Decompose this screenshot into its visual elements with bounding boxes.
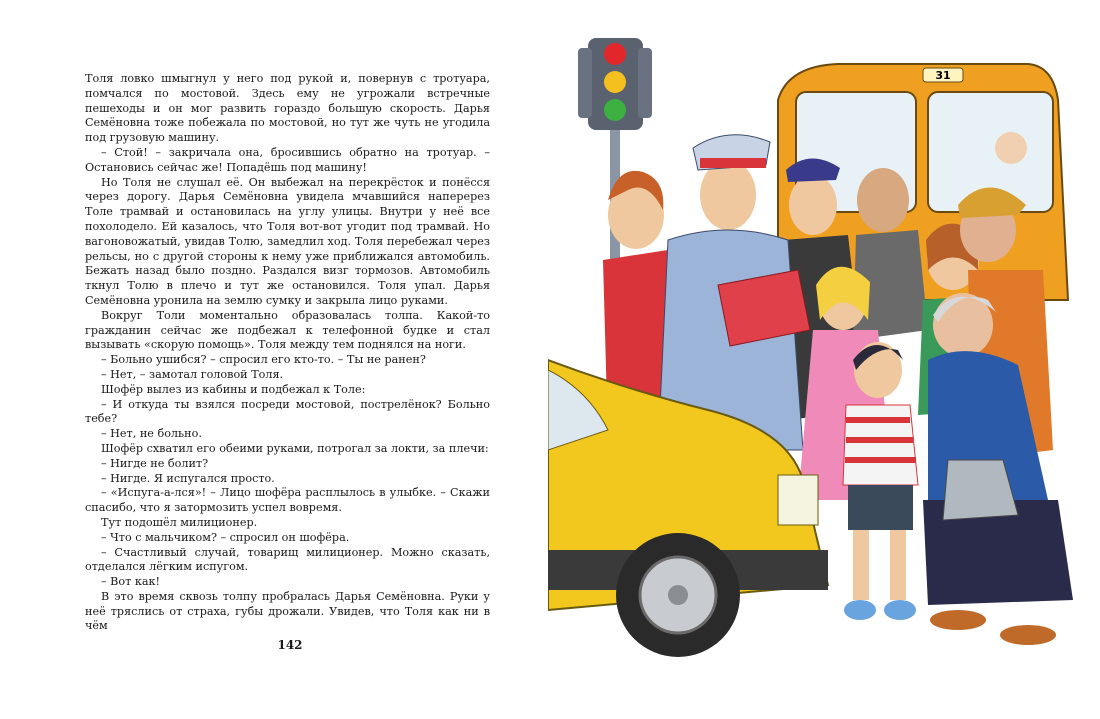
paragraph: – Нет, не больно. [101,427,202,441]
paragraph: – Счастливый случай, товарищ милиционер. Можно сказать, отделался лёгким испугом. [85,545,490,574]
paragraph: – «Испуга-а-лся»! – Лицо шофёра расплылось в улыбке. – Скажи спасибо, что я затормозить успел вовремя. [85,486,490,515]
paragraph: – Стой! – закричала она, бросившись обратно на тротуар. – Остановись сейчас же! Попадёшь под машину! [85,145,490,174]
paragraph: – Что с мальчиком? – спросил он шофёра. [101,530,350,544]
paragraph: – И откуда ты взялся посреди мостовой, пострелёнок? Больно тебе? [85,397,490,426]
bus-number: 31 [935,69,951,82]
page-number: 142 [277,638,303,652]
paragraph: Шофёр вылез из кабины и подбежал к Толе: [101,382,366,396]
paragraph: – Вот как! [101,575,161,589]
paragraph: В это время сквозь толпу пробралась Дарья Семёновна. Руки у неё тряслись от страха, губы дрожали. Увидев, что Толя как ни в чём [85,589,490,633]
story-text [85,72,490,634]
paragraph: Но Толя не слушал её. Он выбежал на перекрёсток и понёсся через дорогу. Дарья Семёновна увидела мчавшийся наперерез Толе трамвай и остановилась на углу улицы. Внутри у неё все похолодело. Ей казалось, что Толя вот-вот угодит под трамвай. Но вагоновожатый, увидав Толю, замедлил ход. Толя перебежал через рельсы, но с другой стороны к нему уже приближался автомобиль. Бежать назад было поздно. Раздался визг тормозов. Автомобиль ткнул Толю в плечо и тут же остановился. Толя упал. Дарья Семёновна уронила на землю сумку и закрыла лицо руками. [85,175,490,307]
paragraph: Толя ловко шмыгнул у него под рукой и, повернув с тротуара, помчался по мостовой. Здесь ему не угрожали встречные пешеходы и он мог развить гораздо большую скорость. Дарья Семёновна тоже побежала по мостовой, но тут же чуть не угодила под грузовую машину. [85,72,490,145]
street-scene-illustration [548,30,1088,670]
paragraph: Шофёр схватил его обеими руками, потрогал за локти, за плечи: [101,441,489,455]
paragraph: – Больно ушибся? – спросил его кто-то. – Ты не ранен? [101,353,426,367]
paragraph: – Нигде. Я испугался просто. [101,471,275,485]
paragraph: – Нигде не болит? [101,456,209,470]
paragraph: Тут подошёл милиционер. [101,515,258,529]
paragraph: Вокруг Толи моментально образовалась толпа. Какой-то гражданин сейчас же подбежал к телефонной будке и стал вызывать «скорую помощь». Толя между тем поднялся на ноги. [85,308,490,352]
paragraph: – Нет, – замотал головой Толя. [101,367,284,381]
